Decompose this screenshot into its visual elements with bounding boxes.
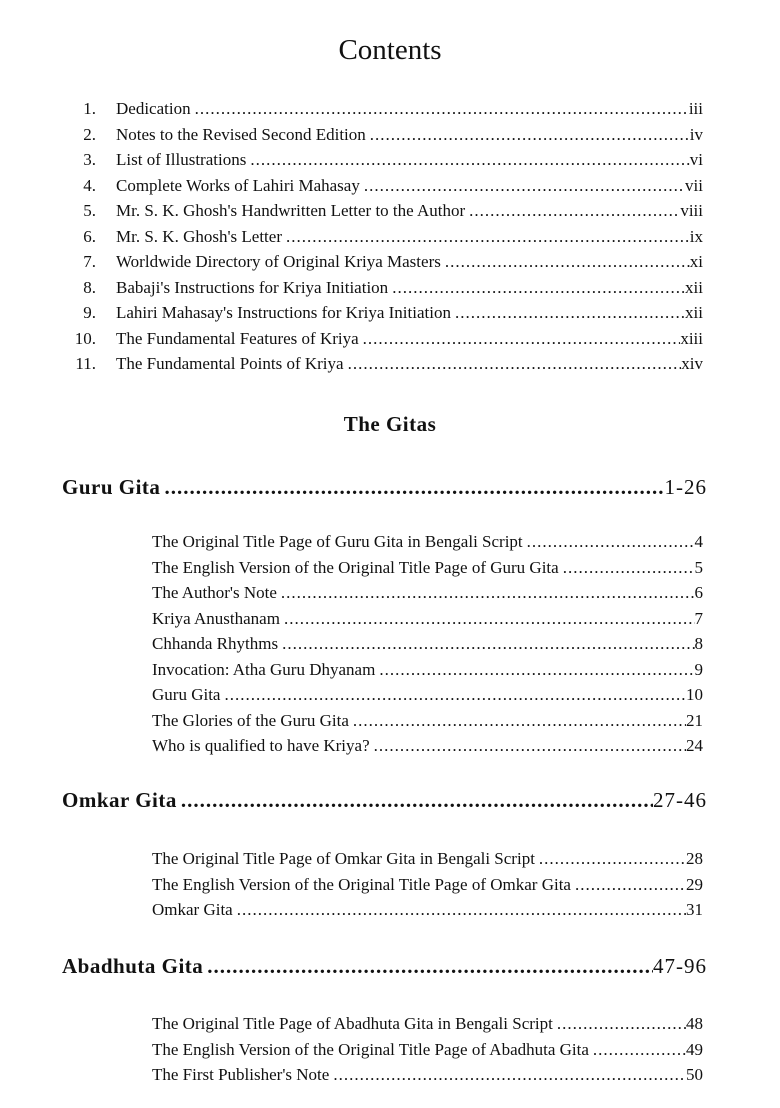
entry-page: xi <box>689 252 703 271</box>
toc-entry <box>152 583 703 603</box>
entry-page: vii <box>685 175 703 195</box>
entry-label: The First Publisher's Note <box>152 1065 330 1084</box>
toc-entry <box>62 954 707 978</box>
entry-page: 10 <box>686 685 703 704</box>
dot-leader <box>379 660 694 680</box>
dot-leader <box>164 475 664 499</box>
dot-leader <box>348 354 682 374</box>
dot-leader <box>281 583 695 603</box>
entry-label: The English Version of the Original Title Page of Omkar Gita <box>152 874 571 894</box>
entry-number: 3. <box>83 150 96 169</box>
toc-entry <box>152 1040 703 1060</box>
entry-page: ix <box>689 226 703 246</box>
entry-page: 8 <box>694 634 703 653</box>
dot-leader <box>575 875 686 895</box>
entry-number: 11. <box>75 354 96 373</box>
entry-page: viii <box>680 201 703 220</box>
entry-page: 4 <box>694 532 703 551</box>
entry-label: Babaji's Instructions for Kriya Initiation <box>116 277 389 297</box>
entry-page: 9 <box>694 659 703 679</box>
entry-number: 9. <box>83 303 96 322</box>
toc-entry <box>83 226 703 247</box>
dot-leader <box>445 252 690 272</box>
entry-label: Invocation: Atha Guru Dhyanam <box>152 659 376 679</box>
entry-page: 28 <box>686 849 703 868</box>
part-title: The Gitas <box>343 412 437 436</box>
entry-number: 10. <box>74 328 96 348</box>
toc-entry <box>152 711 703 731</box>
entry-page: xii <box>685 303 703 322</box>
entry-label: Worldwide Directory of Original Kriya Masters <box>116 252 441 271</box>
entry-page: 5 <box>694 557 703 577</box>
toc-entry <box>152 849 703 869</box>
dot-leader <box>181 788 653 812</box>
toc-entry <box>152 1014 703 1034</box>
entry-label: List of Illustrations <box>116 150 247 169</box>
toc-entry <box>152 634 703 654</box>
dot-leader <box>370 125 690 145</box>
entry-page: xiv <box>681 354 703 373</box>
entry-label: Abadhuta Gita <box>62 954 204 978</box>
entry-label: The Original Title Page of Abadhuta Gita in Bengali Script <box>152 1014 553 1033</box>
toc-entry <box>152 1065 703 1085</box>
entry-page: iv <box>689 124 703 144</box>
toc-entry <box>74 328 703 349</box>
entry-page: iii <box>688 99 703 118</box>
entry-page: 6 <box>694 583 703 602</box>
entry-label: Omkar Gita <box>62 788 177 812</box>
dot-leader <box>563 558 695 578</box>
entry-page: 7 <box>694 608 703 628</box>
toc-entry <box>83 201 703 221</box>
dot-leader <box>469 201 680 221</box>
entry-number: 2. <box>83 124 96 144</box>
entry-number: 6. <box>83 226 96 246</box>
entry-label: Chhanda Rhythms <box>152 634 279 653</box>
entry-page: 50 <box>686 1065 703 1084</box>
dot-leader <box>527 532 695 552</box>
dot-leader <box>284 609 695 629</box>
entry-label: Dedication <box>116 99 191 118</box>
dot-leader <box>455 303 685 323</box>
toc-entry <box>152 660 703 680</box>
entry-label: Guru Gita <box>152 685 221 704</box>
entry-label: The Fundamental Points of Kriya <box>116 354 344 373</box>
dot-leader <box>237 900 686 920</box>
entry-number: 4. <box>83 175 96 195</box>
toc-entry <box>83 252 703 272</box>
dot-leader <box>353 711 686 731</box>
entry-label: Who is qualified to have Kriya? <box>152 736 370 755</box>
toc-entry <box>152 685 703 705</box>
toc-entry <box>152 900 703 920</box>
dot-leader <box>286 227 690 247</box>
toc-entry <box>152 875 703 895</box>
toc-entry <box>152 609 703 629</box>
toc-entry <box>62 475 707 499</box>
entry-page: 1-26 <box>664 475 707 499</box>
entry-label: The Fundamental Features of Kriya <box>116 328 359 348</box>
entry-label: The Author's Note <box>152 583 277 602</box>
entry-page: vi <box>689 150 703 169</box>
toc-entry <box>83 277 703 298</box>
entry-number: 1. <box>83 99 96 118</box>
entry-page: 24 <box>686 736 703 755</box>
toc-entry <box>152 532 703 552</box>
toc-entry <box>152 736 703 756</box>
toc-entry <box>83 99 703 119</box>
entry-number: 7. <box>83 252 96 271</box>
dot-leader <box>374 736 686 756</box>
entry-page: xii <box>685 277 703 297</box>
entry-label: Kriya Anusthanam <box>152 608 280 628</box>
entry-number: 5. <box>83 201 96 220</box>
entry-label: Mr. S. K. Ghosh's Letter <box>116 226 282 246</box>
dot-leader <box>392 278 685 298</box>
toc-entry <box>83 124 703 145</box>
toc-entry <box>152 558 703 578</box>
dot-leader <box>195 99 689 119</box>
entry-number: 8. <box>83 277 96 297</box>
dot-leader <box>557 1014 686 1034</box>
toc-entry <box>83 303 703 323</box>
entry-page: 49 <box>686 1039 703 1059</box>
entry-page: 31 <box>686 900 703 919</box>
page-title: Contents <box>338 34 442 66</box>
dot-leader <box>363 329 681 349</box>
entry-label: Notes to the Revised Second Edition <box>116 124 366 144</box>
toc-entry <box>83 175 703 196</box>
dot-leader <box>593 1040 686 1060</box>
entry-page: 27-46 <box>653 788 707 812</box>
dot-leader <box>333 1065 686 1085</box>
entry-label: The English Version of the Original Title Page of Guru Gita <box>152 557 559 577</box>
dot-leader <box>539 849 686 869</box>
dot-leader <box>224 685 686 705</box>
dot-leader <box>282 634 694 654</box>
dot-leader <box>207 954 653 978</box>
entry-page: 48 <box>686 1014 703 1033</box>
toc-entry <box>75 354 703 374</box>
entry-label: The English Version of the Original Title Page of Abadhuta Gita <box>152 1039 589 1059</box>
dot-leader <box>250 150 689 170</box>
dot-leader <box>364 176 685 196</box>
entry-page: 21 <box>686 710 703 730</box>
entry-label: Omkar Gita <box>152 900 233 919</box>
toc-entry <box>83 150 703 170</box>
entry-label: The Glories of the Guru Gita <box>152 710 349 730</box>
entry-page: 29 <box>686 874 703 894</box>
toc-entry <box>62 788 707 812</box>
entry-page: 47-96 <box>653 954 707 978</box>
entry-label: Lahiri Mahasay's Instructions for Kriya Initiation <box>116 303 451 322</box>
entry-label: Complete Works of Lahiri Mahasay <box>116 175 360 195</box>
entry-page: xiii <box>680 328 703 348</box>
entry-label: Guru Gita <box>62 475 161 499</box>
entry-label: The Original Title Page of Omkar Gita in Bengali Script <box>152 849 535 868</box>
entry-label: The Original Title Page of Guru Gita in Bengali Script <box>152 532 523 551</box>
entry-label: Mr. S. K. Ghosh's Handwritten Letter to the Author <box>116 201 466 220</box>
